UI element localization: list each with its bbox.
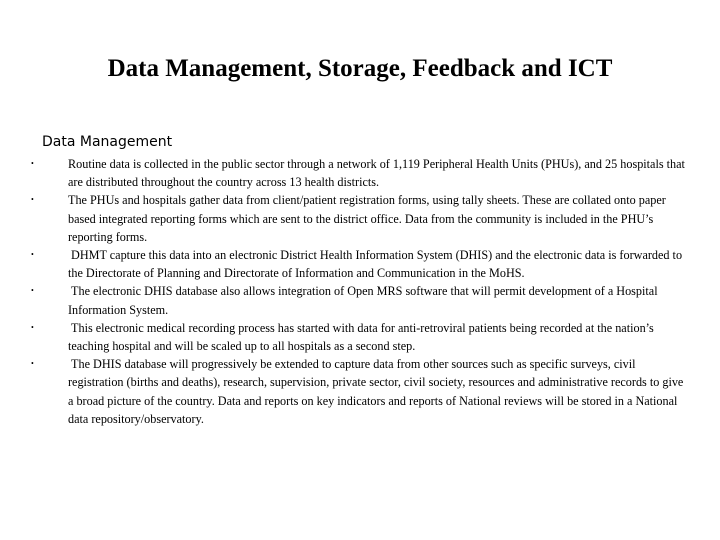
bullet-text: The DHIS database will progressively be extended to capture data from other sources such as specific surveys, civil registration (births and deaths), research, supervision, private sector, civil society, resources and administrative records to give a broad picture of the country. Data and reports on key indicators and reports of National reviews will be stored in a National data repository/observatory. (68, 357, 687, 426)
bullet-text: This electronic medical recording process has started with data for anti-retroviral patients being recorded at the nation’s teaching hospital and will be scaled up to all hospitals as a second step. (68, 320, 657, 354)
bullet-item (28, 282, 688, 318)
bullet-text: Routine data is collected in the public sector through a network of 1,119 Peripheral Health Units (PHUs), and 25 hospitals that are distributed throughout the country across 13 health districts. (68, 157, 688, 190)
bullet-marker: • (31, 250, 34, 260)
bullet-item (28, 355, 688, 428)
section-heading: Data Management (42, 134, 173, 150)
slide-title: Data Management, Storage, Feedback and ICT (107, 55, 613, 82)
bullet-marker: • (31, 322, 34, 332)
bullet-text: The PHUs and hospitals gather data from client/patient registration forms, using tally sheets. These are collated onto paper based integrated reporting forms which are sent to the district office. Data from the community is included in the PHU’s reporting forms. (68, 193, 669, 244)
bullet-text: DHMT capture this data into an electronic District Health Information System (DHIS) and the electronic data is forwarded to the Directorate of Planning and Directorate of Information and Communication in the MoHS. (68, 248, 686, 281)
bullet-item (28, 246, 688, 282)
bullet-marker: • (31, 359, 34, 369)
bullet-text: The electronic DHIS database also allows integration of Open MRS software that will permit development of a Hospital Information System. (68, 284, 661, 317)
bullet-marker: • (31, 286, 34, 296)
bullet-marker: • (31, 159, 34, 168)
bullet-list (28, 155, 688, 428)
bullet-marker: • (31, 195, 34, 205)
bullet-item (28, 155, 688, 191)
bullet-item (28, 319, 688, 355)
bullet-item (28, 191, 688, 246)
